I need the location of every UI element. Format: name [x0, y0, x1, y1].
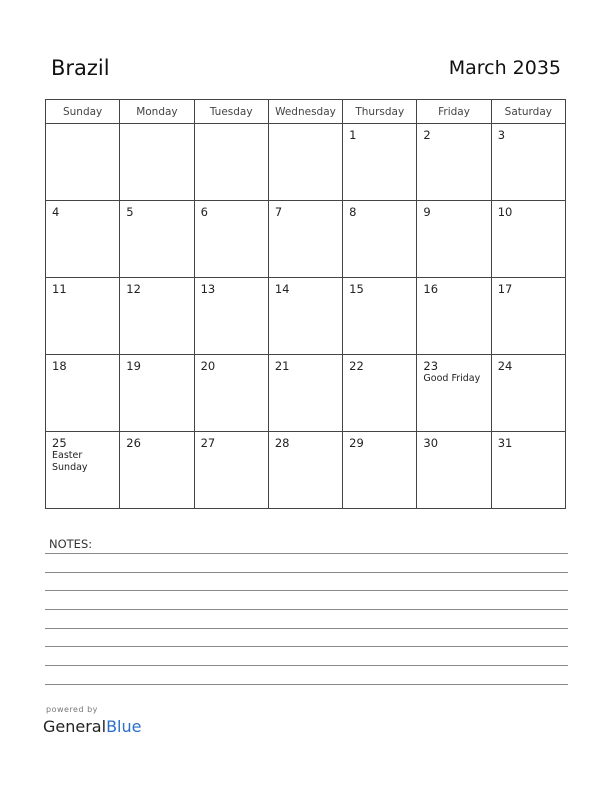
day-cell[interactable]	[194, 201, 268, 278]
day-cell[interactable]	[343, 201, 417, 278]
day-number: 17	[497, 282, 513, 296]
day-number: 9	[423, 205, 431, 219]
day-cell[interactable]	[343, 278, 417, 355]
day-number: 1	[349, 128, 357, 142]
day-number: 3	[497, 128, 506, 142]
day-cell[interactable]	[268, 124, 342, 201]
notes-line	[45, 553, 568, 554]
day-number: 19	[126, 359, 141, 373]
day-number: 25	[52, 436, 67, 450]
day-cell[interactable]	[343, 124, 417, 201]
day-cell[interactable]	[343, 432, 417, 509]
holiday-label: Easter Sunday	[52, 450, 88, 473]
country-title: Brazil	[51, 56, 110, 80]
day-cell[interactable]	[46, 278, 120, 355]
day-cell[interactable]	[417, 124, 491, 201]
weekday-header: Sunday	[46, 100, 120, 124]
day-cell[interactable]	[491, 432, 565, 509]
holiday-label: Good Friday	[423, 373, 481, 384]
weekday-header: Friday	[417, 100, 491, 124]
day-number: 26	[126, 436, 141, 450]
day-cell[interactable]	[268, 432, 342, 509]
day-cell[interactable]	[120, 278, 194, 355]
day-number: 15	[349, 282, 364, 296]
notes-line	[45, 684, 568, 685]
day-number: 6	[200, 205, 208, 219]
day-cell[interactable]	[194, 124, 268, 201]
day-number: 7	[274, 205, 283, 219]
day-cell[interactable]	[491, 201, 565, 278]
day-cell[interactable]	[343, 355, 417, 432]
week-row	[46, 201, 566, 278]
brand-logo-part2: Blue	[106, 717, 142, 736]
day-cell[interactable]	[46, 355, 120, 432]
day-number: 22	[349, 359, 364, 373]
day-cell[interactable]	[46, 201, 120, 278]
notes-line	[45, 590, 568, 591]
weekday-header-row	[46, 100, 566, 124]
day-number: 12	[126, 282, 141, 296]
day-cell[interactable]	[46, 124, 120, 201]
day-cell[interactable]	[268, 278, 342, 355]
day-number: 20	[200, 359, 216, 373]
day-cell[interactable]	[46, 432, 120, 509]
week-row	[46, 355, 566, 432]
day-number: 28	[274, 436, 290, 450]
day-number: 10	[497, 205, 513, 219]
day-number: 2	[423, 128, 431, 142]
brand-logo[interactable]	[43, 717, 141, 736]
weekday-header: Thursday	[343, 100, 417, 124]
day-number: 27	[200, 436, 216, 450]
day-number: 31	[497, 436, 513, 450]
day-cell[interactable]	[268, 355, 342, 432]
weekday-header: Tuesday	[194, 100, 268, 124]
notes-label: NOTES:	[49, 537, 93, 551]
day-cell[interactable]	[120, 355, 194, 432]
notes-line	[45, 665, 568, 666]
day-number: 24	[497, 359, 513, 373]
notes-line	[45, 609, 568, 610]
day-cell[interactable]	[417, 201, 491, 278]
day-number: 8	[349, 205, 357, 219]
month-year-title: March 2035	[448, 57, 561, 79]
day-cell[interactable]	[491, 278, 565, 355]
day-number: 5	[126, 205, 134, 219]
weekday-header: Monday	[120, 100, 194, 124]
brand-logo-part1: General	[43, 717, 107, 736]
day-number: 13	[200, 282, 216, 296]
day-cell[interactable]	[268, 201, 342, 278]
day-cell[interactable]	[491, 124, 565, 201]
day-number: 16	[423, 282, 439, 296]
day-number: 11	[52, 282, 67, 296]
notes-line	[45, 572, 568, 573]
notes-line	[45, 646, 568, 647]
week-row	[46, 432, 566, 509]
day-number: 18	[52, 359, 67, 373]
week-row	[46, 124, 566, 201]
day-cell[interactable]	[491, 355, 565, 432]
day-cell[interactable]	[120, 124, 194, 201]
day-number: 4	[52, 205, 60, 219]
calendar-grid	[45, 99, 566, 509]
day-number: 21	[274, 359, 290, 373]
day-number: 23	[423, 359, 439, 373]
day-cell[interactable]	[194, 355, 268, 432]
day-number: 14	[274, 282, 290, 296]
day-number: 30	[423, 436, 439, 450]
day-cell[interactable]	[120, 201, 194, 278]
notes-line	[45, 628, 568, 629]
weekday-header: Wednesday	[268, 100, 342, 124]
day-cell[interactable]	[417, 278, 491, 355]
day-cell[interactable]	[194, 432, 268, 509]
weekday-header: Saturday	[491, 100, 565, 124]
powered-by-text: powered by	[46, 705, 98, 714]
day-cell[interactable]	[417, 355, 491, 432]
week-row	[46, 278, 566, 355]
day-cell[interactable]	[417, 432, 491, 509]
day-cell[interactable]	[194, 278, 268, 355]
day-number: 29	[349, 436, 364, 450]
day-cell[interactable]	[120, 432, 194, 509]
